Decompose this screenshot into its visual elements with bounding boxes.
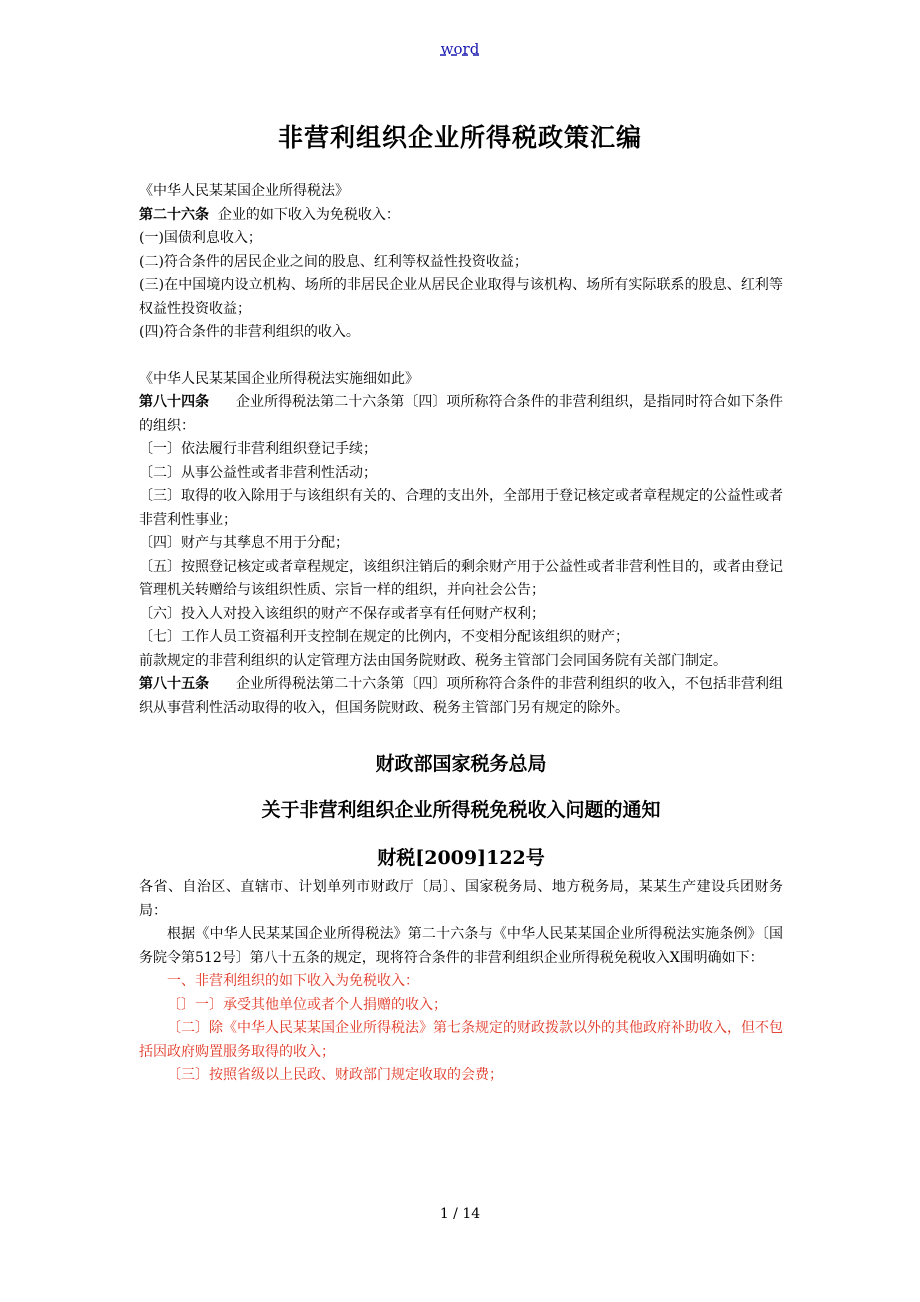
notice-section-1: 一、非营利组织的如下收入为免税收入： (167, 973, 419, 989)
list-item: (二)符合条件的居民企业之间的股息、红利等权益性投资收益； (139, 253, 528, 270)
article-26 (139, 204, 783, 228)
document-title: 非营利组织企业所得税政策汇编 (277, 123, 642, 152)
document-body (139, 180, 783, 1088)
article-text: 企业的如下收入为免税收入： (217, 206, 400, 223)
list-item: 〔七〕工作人员工资福利开支控制在规定的比例内，不变相分配该组织的财产； (139, 629, 629, 645)
article-text: 企业所得税法第二十六条第〔四〕项所称符合条件的非营利组织的收入，不包括非营利组织从事营利性活动取得的收入，但国务院财政、税务主管部门另有规定的除外。 (139, 676, 784, 716)
notice-issuer: 财政部国家税务总局 (375, 753, 547, 775)
notice-title: 关于非营利组织企业所得税免税收入问题的通知 (261, 799, 661, 821)
regulation-note: 前款规定的非营利组织的认定管理方法由国务院财政、税务主管部门会同国务院有关部门制定。 (139, 652, 727, 669)
list-item: 〔二〕除《中华人民某某国企业所得税法》第七条规定的财政拨款以外的其他政府补助收入，但不包括因政府购置服务取得的收入； (139, 1020, 783, 1060)
list-item: 〔六〕投入人对投入该组织的财产不保存或者享有任何财产权利； (139, 605, 545, 622)
list-item: 〔四〕财产与其孳息不用于分配； (139, 535, 349, 551)
list-item: 〔二〕从事公益性或者非营利性活动； (139, 464, 377, 481)
list-item: 〔〕一〕承受其他单位或者个人捐赠的收入； (167, 996, 447, 1013)
article-text: 企业所得税法第二十六条第〔四〕项所称符合条件的非营利组织，是指同时符合如下条件的组织： (139, 394, 784, 434)
notice-intro: 根据《中华人民某某国企业所得税法》第二十六条与《中华人民某某国企业所得税法实施条例》〔国务院令第512号〕第八十五条的规定，现将符合条件的非营利组织企业所得税免税收入X围明确如下： (139, 926, 783, 966)
page-indicator: 1 / 14 (439, 1206, 481, 1222)
article-label: 第二十六条 (139, 206, 209, 223)
spacer (139, 345, 783, 368)
list-item: (四)符合条件的非营利组织的收入。 (139, 324, 360, 340)
article-label: 第八十四条 (139, 394, 210, 410)
article-84 (139, 391, 783, 438)
regulation-name: 《中华人民某某国企业所得税法实施细如此》 (139, 370, 419, 387)
article-85 (139, 673, 783, 720)
article-label: 第八十五条 (139, 676, 210, 692)
list-item: (一)国债利息收入； (139, 230, 262, 246)
header-word-link[interactable]: word (440, 40, 480, 58)
list-item: (三)在中国境内设立机构、场所的非居民企业从居民企业取得与该机构、场所有实际联系的股息、红利等权益性投资收益； (139, 277, 783, 317)
list-item: 〔五〕按照登记核定或者章程规定，该组织注销后的剩余财产用于公益性或者非营利性目的，或者由登记管理机关转赠给与该组织性质、宗旨一样的组织，并向社会公告； (139, 558, 783, 598)
list-item: 〔三〕按照省级以上民政、财政部门规定收取的会费； (167, 1067, 503, 1083)
list-item: 〔一〕依法履行非营利组织登记手续； (139, 441, 377, 457)
notice-addressees: 各省、自治区、直辖市、计划单列市财政厅〔局〕、国家税务局、地方税务局，某某生产建设兵团财务局： (139, 879, 783, 919)
law-name: 《中华人民某某国企业所得税法》 (139, 183, 349, 199)
notice-doc-number: 财税[2009]122号 (377, 847, 545, 869)
list-item: 〔三〕取得的收入除用于与该组织有关的、合理的支出外，全部用于登记核定或者章程规定的公益性或者非营利性事业； (139, 488, 783, 528)
